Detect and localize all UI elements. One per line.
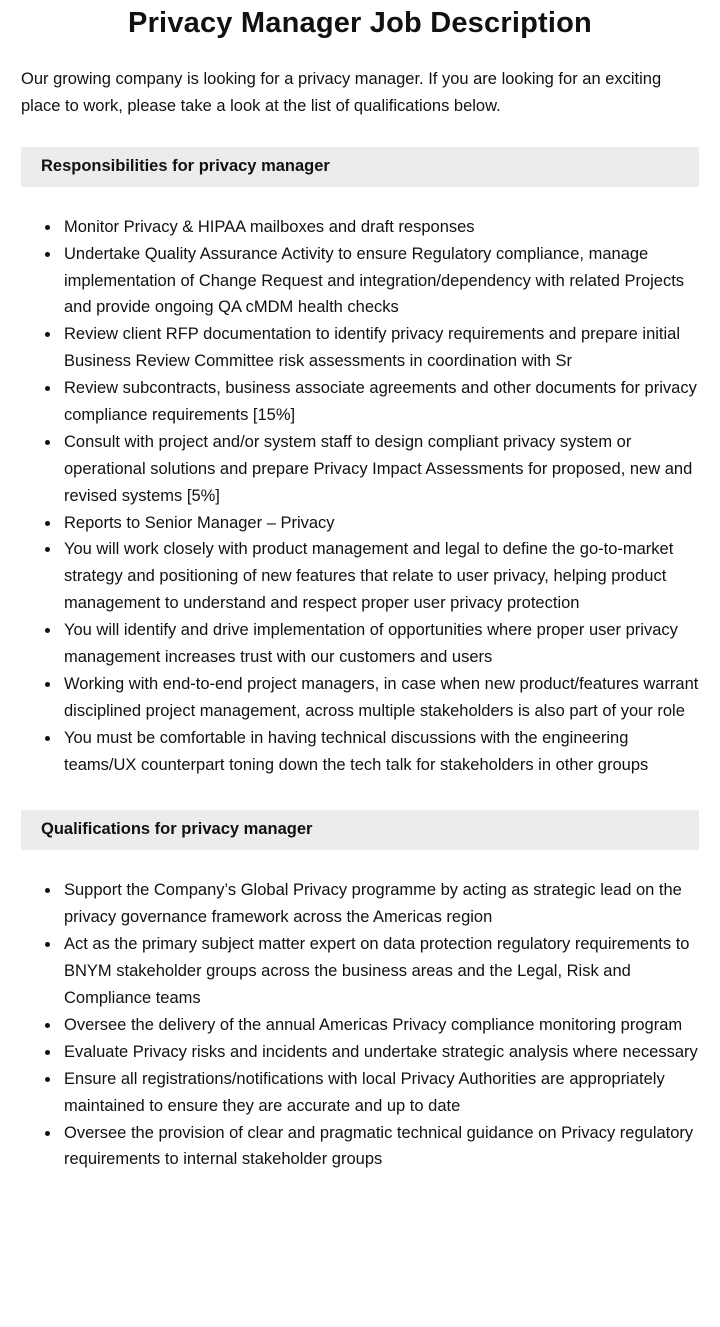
- intro-paragraph: Our growing company is looking for a privacy manager. If you are looking for an exciting place to work, please take a look at the list of qualifications below.: [21, 70, 662, 115]
- list-item: • Working with end-to-end project managers, in case when new product/features warrant disciplined project management, across multiple stakeholders is also part of your role: [61, 671, 699, 725]
- list-item: • Support the Company’s Global Privacy programme by acting as strategic lead on the privacy governance framework across the Americas region: [61, 877, 699, 931]
- list-item: • You must be comfortable in having technical discussions with the engineering teams/UX counterpart toning down the tech talk for stakeholders in other groups: [61, 725, 699, 779]
- list-item: • Review client RFP documentation to identify privacy requirements and prepare initial Business Review Committee risk assessments in coordination with Sr: [61, 321, 699, 375]
- list-item: • Consult with project and/or system staff to design compliant privacy system or operational solutions and prepare Privacy Impact Assessments for proposed, new and revised systems [5%]: [61, 429, 699, 510]
- list-item: • Monitor Privacy & HIPAA mailboxes and draft responses: [61, 214, 699, 241]
- list-item: • Oversee the delivery of the annual Americas Privacy compliance monitoring program: [61, 1012, 699, 1039]
- list-item: • You will work closely with product management and legal to define the go-to-market strategy and positioning of new features that relate to user privacy, helping product management to understand and respect proper user privacy protection: [61, 536, 699, 617]
- list-item: • Ensure all registrations/notifications with local Privacy Authorities are appropriately maintained to ensure they are accurate and up to date: [61, 1066, 699, 1120]
- list-item: • Review subcontracts, business associate agreements and other documents for privacy compliance requirements [15%]: [61, 375, 699, 429]
- list-item: • Evaluate Privacy risks and incidents and undertake strategic analysis where necessary: [61, 1039, 699, 1066]
- responsibilities-list: [21, 214, 699, 779]
- list-item: • Oversee the provision of clear and pragmatic technical guidance on Privacy regulatory requirements to internal stakeholder groups: [61, 1120, 699, 1174]
- page-title: Privacy Manager Job Description: [128, 7, 592, 39]
- qualifications-list: [21, 877, 699, 1173]
- list-item: • You will identify and drive implementation of opportunities where proper user privacy management increases trust with our customers and users: [61, 617, 699, 671]
- list-item: • Act as the primary subject matter expert on data protection regulatory requirements to BNYM stakeholder groups across the business areas and the Legal, Risk and Compliance teams: [61, 931, 699, 1012]
- section-header-qualifications: Qualifications for privacy manager: [21, 810, 699, 850]
- list-item: • Reports to Senior Manager – Privacy: [61, 510, 699, 537]
- section-header-responsibilities: Responsibilities for privacy manager: [21, 147, 699, 187]
- list-item: • Undertake Quality Assurance Activity to ensure Regulatory compliance, manage implementation of Change Request and integration/dependency with related Projects and provide ongoing QA cMDM health checks: [61, 241, 699, 322]
